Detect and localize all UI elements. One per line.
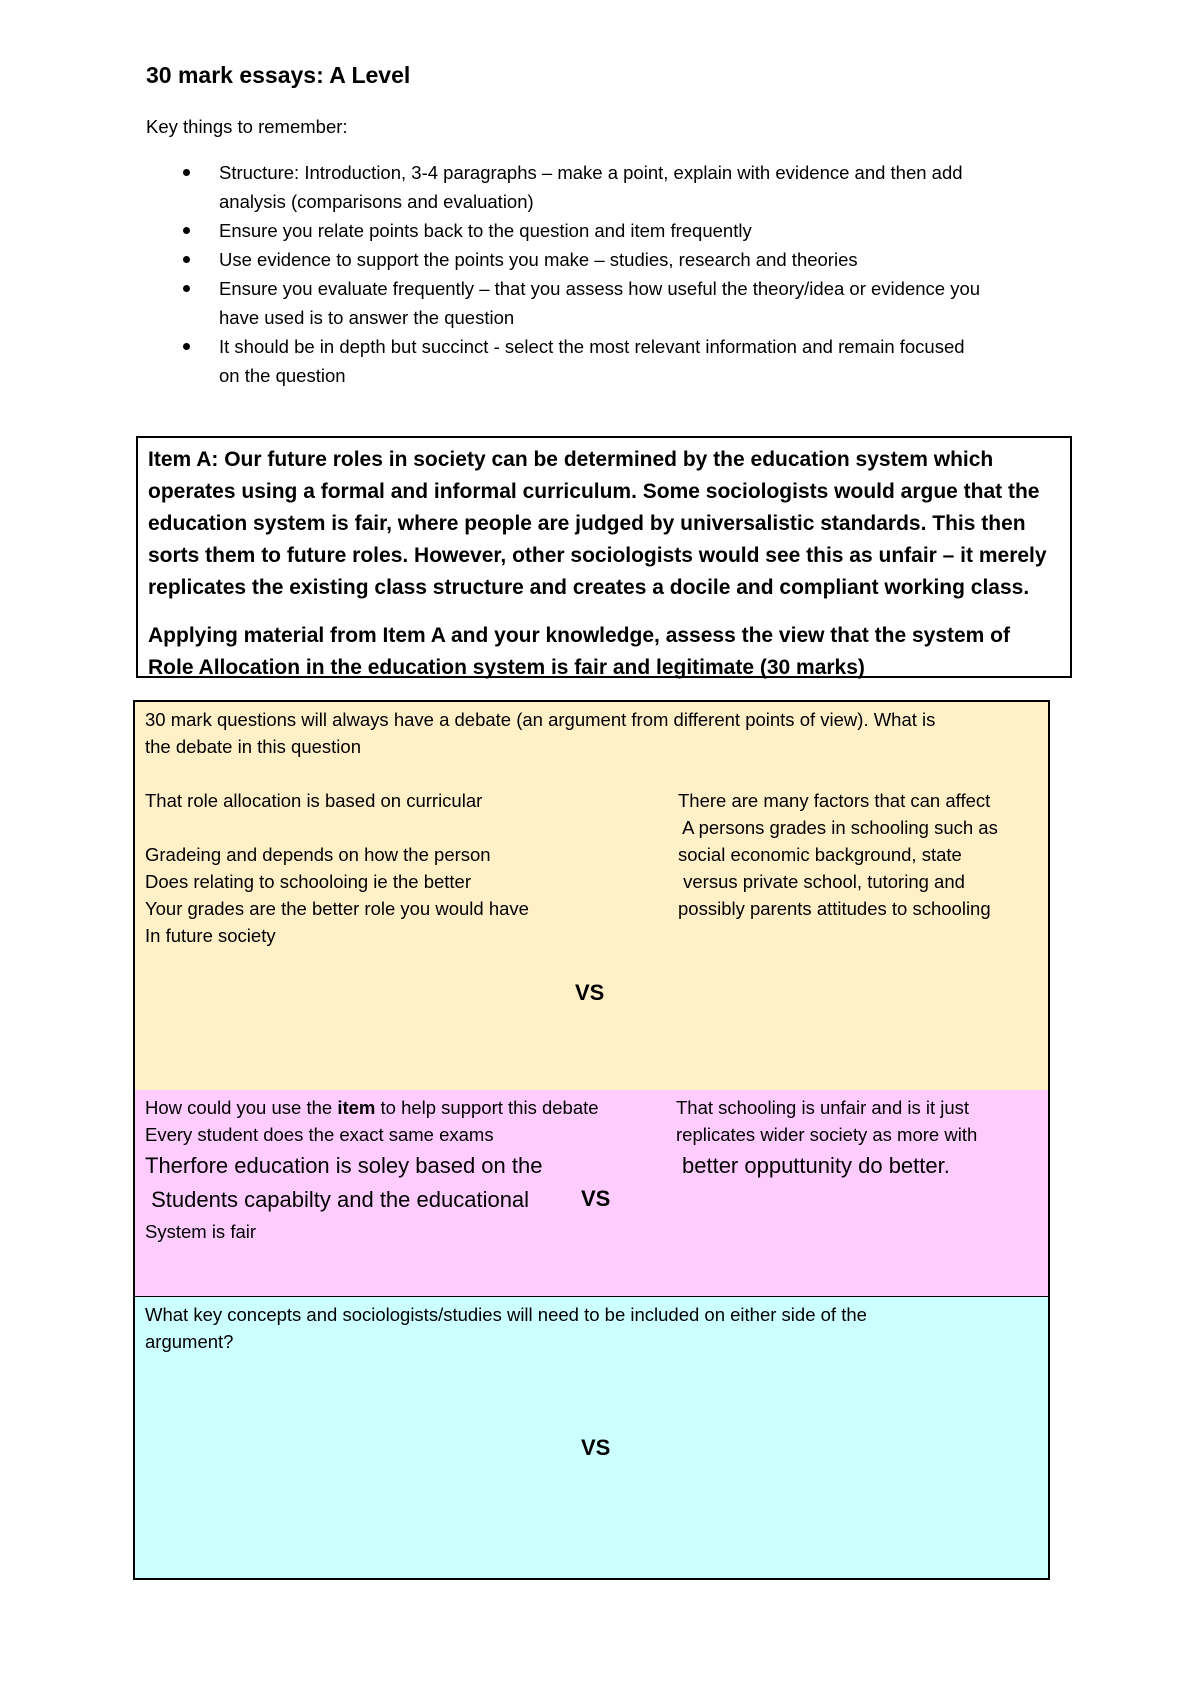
item-a-line: Item A: Our future roles in society can be determined by the education system which bbox=[148, 448, 994, 471]
bullet-icon bbox=[183, 169, 190, 176]
item-support-right-answer[interactable]: replicates wider society as more with bbox=[676, 1124, 978, 1145]
item-support-left-answer[interactable]: Students capabilty and the educational bbox=[145, 1187, 530, 1212]
item-a-box bbox=[136, 436, 1072, 678]
debate-left-answer[interactable]: That role allocation is based on curricular Gradeing and depends on how the person Does relating to schooloing ie the better Your grades are the better role you would have In future society bbox=[145, 790, 529, 946]
item-support-prompt: How could you use the item to help support this debate bbox=[145, 1097, 599, 1118]
bullet-icon bbox=[183, 285, 190, 292]
debate-section bbox=[133, 700, 1050, 1092]
list-item: Structure: Introduction, 3-4 paragraphs – make a point, explain with evidence and then add analysis (comparisons and evaluation) bbox=[146, 158, 1076, 216]
list-item: Ensure you evaluate frequently – that you assess how useful the theory/idea or evidence you have used is to answer the question bbox=[146, 274, 1076, 332]
essay-question: Applying material from Item A and your knowledge, assess the view that the system of bbox=[148, 624, 1010, 647]
item-support-right-answer[interactable]: That schooling is unfair and is it just bbox=[676, 1097, 970, 1118]
essay-question: Role Allocation in the education system is fair and legitimate (30 marks) bbox=[148, 656, 865, 679]
item-a-line: replicates the existing class structure and creates a docile and compliant working class. bbox=[148, 576, 1030, 599]
vs-label: VS bbox=[581, 1186, 611, 1211]
item-a-line: operates using a formal and informal curriculum. Some sociologists would argue that the bbox=[148, 480, 1040, 503]
item-support-left-answer[interactable]: Every student does the exact same exams bbox=[145, 1124, 494, 1145]
key-concepts-prompt: What key concepts and sociologists/studies will need to be included on either side of the bbox=[145, 1304, 867, 1325]
item-support-right-answer[interactable]: better opputtunity do better. bbox=[682, 1153, 950, 1178]
item-a-line: education system is fair, where people are judged by universalistic standards. This then bbox=[148, 512, 1026, 535]
list-item: Use evidence to support the points you make – studies, research and theories bbox=[146, 245, 1076, 274]
item-support-left-answer[interactable]: System is fair bbox=[145, 1221, 257, 1242]
item-support-left-answer[interactable]: Therfore education is soley based on the bbox=[145, 1153, 543, 1178]
item-support-section bbox=[133, 1090, 1050, 1298]
key-concepts-section bbox=[133, 1296, 1050, 1580]
debate-prompt: 30 mark questions will always have a debate (an argument from different points of view). What is bbox=[145, 709, 936, 730]
debate-right-answer[interactable]: There are many factors that can affect A persons grades in schooling such as social economic background, state versus private school, tutoring and possibly parents attitudes to schooling bbox=[678, 790, 998, 919]
vs-label: VS bbox=[581, 1435, 611, 1460]
list-item: Ensure you relate points back to the question and item frequently bbox=[146, 216, 1076, 245]
list-item: It should be in depth but succinct - select the most relevant information and remain focused on the question bbox=[146, 332, 1076, 390]
bullet-icon bbox=[183, 227, 190, 234]
reminder-list bbox=[146, 158, 1076, 390]
key-concepts-prompt: argument? bbox=[145, 1331, 234, 1352]
page-title: 30 mark essays: A Level bbox=[146, 62, 411, 88]
item-a-line: sorts them to future roles. However, other sociologists would see this as unfair – it merely bbox=[148, 544, 1047, 567]
debate-prompt: the debate in this question bbox=[145, 736, 361, 757]
vs-label: VS bbox=[575, 980, 605, 1005]
bullet-icon bbox=[183, 343, 190, 350]
intro-text: Key things to remember: bbox=[146, 116, 348, 137]
bullet-icon bbox=[183, 256, 190, 263]
